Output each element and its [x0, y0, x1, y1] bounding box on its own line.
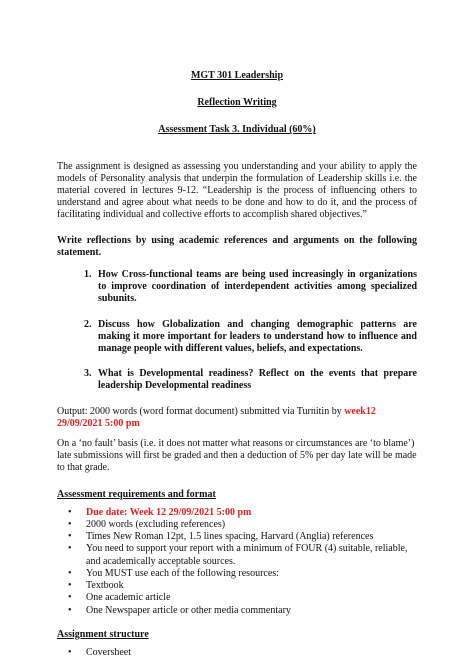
requirement-item: • One academic article [68, 592, 171, 604]
output-text: Output: 2000 words (word format document) submitted via Turnitin by [57, 405, 345, 417]
requirement-item-due-date: • Due date: Week 12 29/09/2021 5:00 pm [68, 506, 252, 518]
requirement-item: • 2000 words (excluding references) [68, 519, 226, 531]
question-item: 3. What is Developmental readiness? Reflect on the events that prepare leadership Developmental readiness [94, 368, 417, 392]
bullet-icon: • [68, 604, 72, 616]
question-list [57, 269, 417, 393]
requirement-item: • One Newspaper article or other media commentary [68, 604, 291, 616]
document-type-title: Reflection Writing [197, 97, 277, 109]
requirements-list [57, 507, 417, 617]
bullet-icon: • [68, 592, 72, 604]
output-paragraph [57, 406, 417, 430]
bullet-icon: • [68, 543, 72, 555]
bullet-icon: • [68, 519, 72, 531]
assessment-task-title: Assessment Task 3. Individual (60%) [158, 124, 316, 136]
bullet-icon: • [68, 567, 72, 579]
structure-item: • Coversheet [68, 646, 131, 658]
bullet-icon: • [68, 506, 72, 518]
course-title: MGT 301 Leadership [190, 70, 284, 81]
bullet-icon: • [68, 646, 72, 658]
requirement-item: • Textbook [68, 580, 124, 592]
structure-heading: Assignment structure [57, 628, 149, 640]
structure-list [57, 647, 417, 659]
requirements-heading: Assessment requirements and format [57, 488, 216, 500]
question-item: 2. Discuss how Globalization and changing demographic patterns are making it more important for leaders to understand how to influence and manage people with different values, beliefs, and expectations. [94, 319, 417, 356]
output-due-date: week12 29/09/2021 5:00 pm [57, 405, 376, 429]
bullet-icon: • [68, 531, 72, 543]
intro-paragraph: The assignment is designed as assessing you understanding and your ability to apply the models of Personality analysis that underpin the formulation of Leadership skills i.e. the material covered in lectures 9-12. “Leadership is the process of influencing others to understand and agree about what needs to be done and how to do it, and the process of facilitating individual and collective efforts to accomplish shared objectives.” [57, 160, 417, 221]
question-item: 1. How Cross-functional teams are being used increasingly in organizations to improve coordination of interdependent activities among specialized subunits. [94, 269, 417, 306]
requirement-item: • Times New Roman 12pt, 1.5 lines spacing, Harvard (Anglia) references [68, 531, 374, 543]
write-reflections-instruction: Write reflections by using academic references and arguments on the following statement. [57, 234, 417, 258]
bullet-icon: • [68, 580, 72, 592]
requirement-item: • You MUST use each of the following resources: [68, 567, 279, 579]
requirement-item: • You need to support your report with a minimum of FOUR (4) suitable, reliable, and academically acceptable sources. [68, 543, 408, 567]
no-fault-paragraph: On a ‘no fault’ basis (i.e. it does not matter what reasons or circumstances are ‘to blame’) late submissions will first be graded and then a deduction of 5% per day late will be made to that grade. [57, 438, 417, 474]
